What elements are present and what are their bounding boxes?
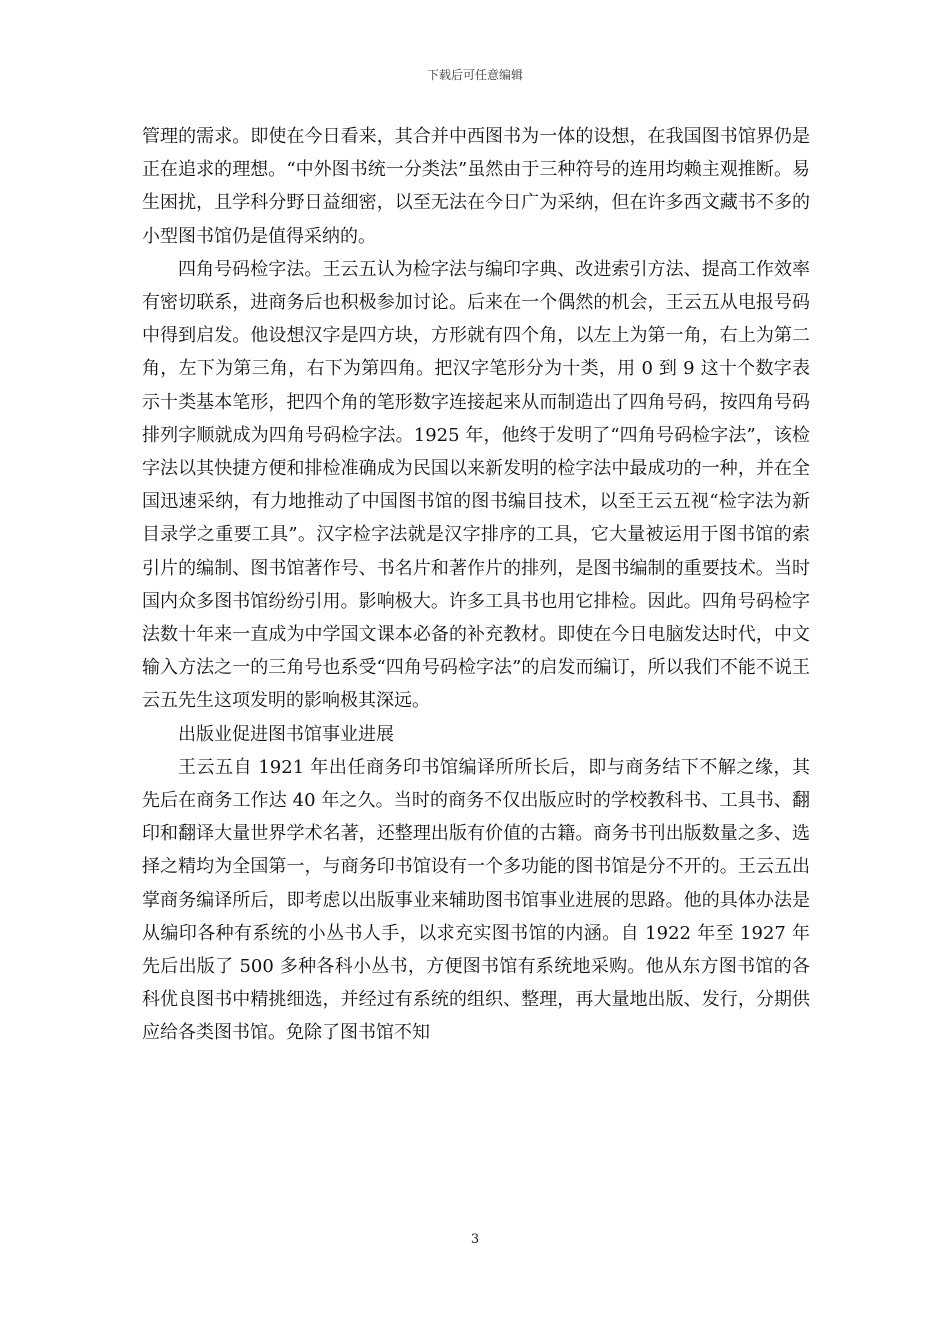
paragraph-four-corner-method: 四角号码检字法。王云五认为检字法与编印字典、改进索引方法、提高工作效率有密切联系，进商务后也积极参加讨论。后来在一个偶然的机会，王云五从电报号码中得到启发。他设想汉字是四方块，方形就有四个角，以左上为第一角，右上为第二角，左下为第三角，右下为第四角。把汉字笔形分为十类，用 0 到 9 这十个数字表示十类基本笔形，把四个角的笔形数字连接起来从而制造出了四角号码，按四角号码排列字顺就成为四角号码检字法。1925 年，他终于发明了“四角号码检字法”，该检字法以其快捷方便和排检准确成为民国以来新发明的检字法中最成功的一种，并在全国迅速采纳，有力地推动了中国图书馆的图书编目技术，以至王云五视“检字法为新目录学之重要工具”。汉字检字法就是汉字排序的工具，它大量被运用于图书馆的索引片的编制、图书馆著作号、书名片和著作片的排列，是图书编制的重要技术。当时国内众多图书馆纷纷引用。影响极大。许多工具书也用它排检。因此。四角号码检字法数十年来一直成为中学国文课本必备的补充教材。即使在今日电脑发达时代，中文输入方法之一的三角号也系受“四角号码检字法”的启发而编订，所以我们不能不说王云五先生这项发明的影响极其深远。 [142,258,810,712]
paragraph-classification: 管理的需求。即使在今日看来，其合并中西图书为一体的设想，在我国图书馆界仍是正在追求的理想。“中外图书统一分类法”虽然由于三种符号的连用均赖主观推断。易生困扰，且学科分野日益细密，以至无法在今日广为采纳，但在许多西文藏书不多的小型图书馆仍是值得采纳的。 [142,126,810,247]
page-number: 3 [470,1232,480,1247]
paragraph-publishing: 王云五自 1921 年出任商务印书馆编译所所长后，即与商务结下不解之缘，其先后在商务工作达 40 年之久。当时的商务不仅出版应时的学校教科书、工具书、翻印和翻译大量世界学术名著，还整理出版有价值的古籍。商务书刊出版数量之多、选择之精均为全国第一，与商务印书馆设有一个多功能的图书馆是分不开的。王云五出掌商务编译所后，即考虑以出版事业来辅助图书馆事业进展的思路。他的具体办法是从编印各种有系统的小丛书人手，以求充实图书馆的内涵。自 1922 年至 1927 年先后出版了 500 多种各科小丛书，方便图书馆有系统地采购。他从东方图书馆的各科优良图书中精挑细选，并经过有系统的组织、整理，再大量地出版、发行，分期供应给各类图书馆。免除了图书馆不知 [142,756,810,1044]
document-body [142,120,810,1050]
page-header: 下载后可任意编辑 [426,68,523,82]
section-heading-publishing: 出版业促进图书馆事业进展 [178,723,394,745]
